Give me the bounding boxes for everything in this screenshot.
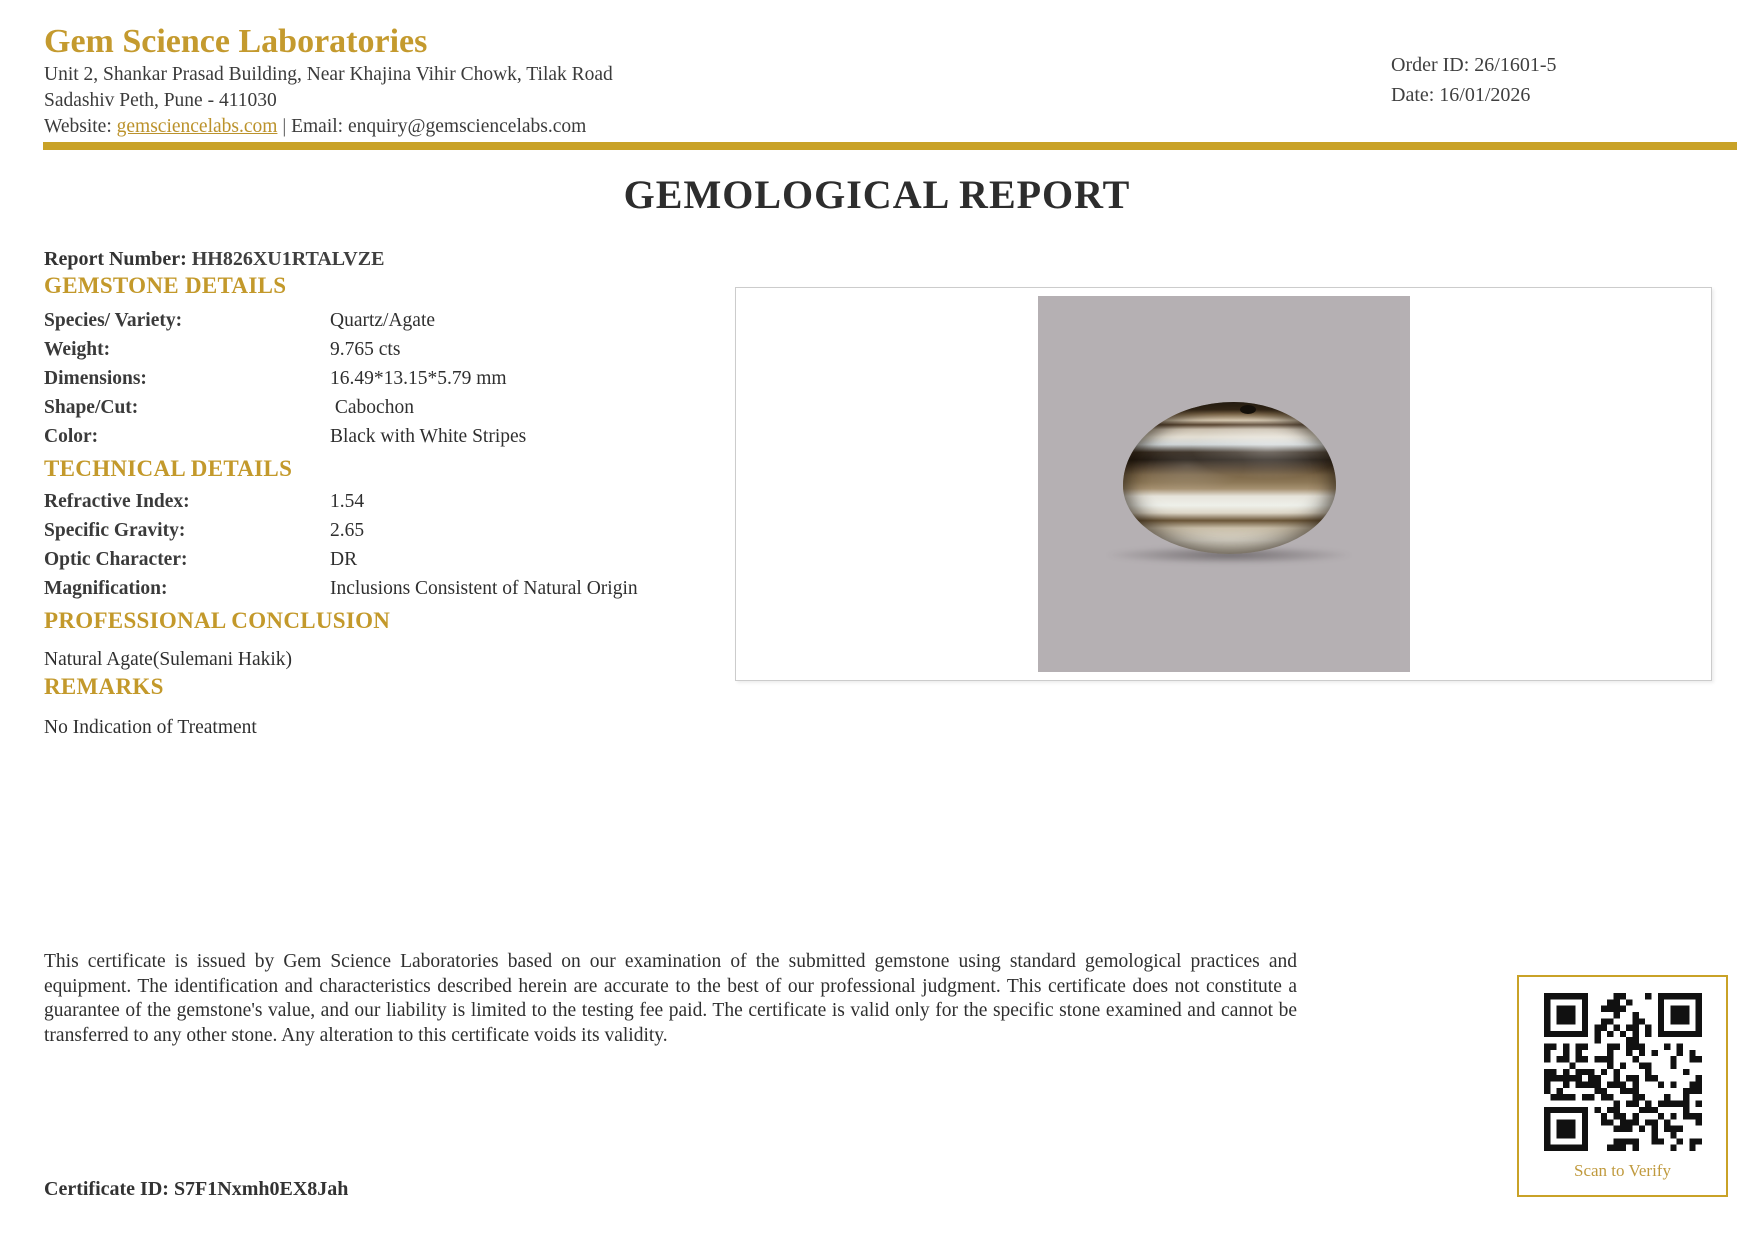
order-info (1391, 50, 1557, 110)
certificate-id-value: S7F1Nxmh0EX8Jah (173, 1178, 349, 1200)
report-number-value: HH826XU1RTALVZE (191, 248, 385, 270)
lab-name: Gem Science Laboratories (44, 23, 428, 60)
email-value: enquiry@gemsciencelabs.com (347, 116, 587, 137)
section-heading-remarks: REMARKS (44, 674, 164, 699)
disclaimer-text: This certificate is issued by Gem Science Laboratories based on our examination of the submitted gemstone using standard gemological practices and equipment. The identification and characteristics described herein are accurate to the best of our professional judgment. This certificate does not constitute a guarantee of the gemstone's value, and our liability is limited to the testing fee paid. The certificate is valid only for the specific stone examined and cannot be transferred to any other stone. Any alteration to this certificate voids its validity. (44, 951, 1297, 1046)
detail-value: 2.65 (330, 520, 365, 541)
gemstone-photo (1038, 296, 1410, 672)
detail-value: 1.54 (330, 491, 365, 512)
gemstone-image-frame (735, 287, 1712, 681)
detail-value: 16.49*13.15*5.79 mm (330, 368, 507, 389)
lab-address-line1: Unit 2, Shankar Prasad Building, Near Khajina Vihir Chowk, Tilak Road (44, 64, 613, 85)
gold-divider-bar (43, 142, 1737, 150)
detail-row (44, 578, 704, 607)
detail-row (44, 426, 704, 455)
report-number-label: Report Number: (44, 248, 192, 270)
technical-details-rows (44, 491, 704, 607)
detail-row (44, 491, 704, 520)
certificate-id (44, 1178, 348, 1201)
detail-row (44, 310, 704, 339)
date-line: Date: 16/01/2026 (1391, 84, 1531, 106)
gemstone-details-rows (44, 310, 704, 455)
detail-row (44, 549, 704, 578)
remarks-text: No Indication of Treatment (44, 717, 257, 738)
detail-label: Shape/Cut: (44, 397, 139, 418)
section-heading-gemstone-details: GEMSTONE DETAILS (44, 273, 287, 298)
detail-label: Specific Gravity: (44, 520, 186, 541)
detail-label: Refractive Index: (44, 491, 190, 512)
contact-separator: | (277, 116, 292, 137)
detail-label: Optic Character: (44, 549, 188, 570)
detail-row (44, 520, 704, 549)
detail-label: Species/ Variety: (44, 310, 183, 331)
lab-address-line2: Sadashiv Peth, Pune - 411030 (44, 90, 277, 111)
detail-label: Magnification: (44, 578, 168, 599)
detail-label: Weight: (44, 339, 111, 360)
qr-code-icon (1544, 993, 1702, 1151)
conclusion-text: Natural Agate(Sulemani Hakik) (44, 649, 293, 670)
detail-value: DR (330, 549, 358, 570)
detail-row (44, 368, 704, 397)
detail-row (44, 339, 704, 368)
lab-contact-line (44, 114, 1737, 140)
order-id-line: Order ID: 26/1601-5 (1391, 54, 1557, 76)
detail-label: Color: (44, 426, 99, 447)
report-number (44, 246, 1754, 272)
detail-value: 9.765 cts (330, 339, 401, 360)
certificate-id-label: Certificate ID: (44, 1178, 174, 1200)
website-link[interactable]: gemsciencelabs.com (116, 116, 278, 137)
detail-value: Black with White Stripes (330, 426, 527, 447)
detail-label: Dimensions: (44, 368, 147, 389)
qr-verify-panel (1517, 975, 1728, 1197)
qr-caption: Scan to Verify (1574, 1161, 1671, 1180)
detail-value: Cabochon (330, 397, 414, 418)
detail-value: Inclusions Consistent of Natural Origin (330, 578, 638, 599)
email-label: Email: (291, 116, 348, 137)
detail-value: Quartz/Agate (330, 310, 436, 331)
header (0, 0, 1754, 140)
section-heading-professional-conclusion: PROFESSIONAL CONCLUSION (44, 608, 391, 633)
website-label: Website: (44, 116, 117, 137)
details-column (44, 272, 704, 741)
detail-row (44, 397, 704, 426)
section-heading-technical-details: TECHNICAL DETAILS (44, 456, 293, 481)
agate-cabochon-image (1123, 402, 1336, 554)
page-title: GEMOLOGICAL REPORT (623, 172, 1131, 217)
